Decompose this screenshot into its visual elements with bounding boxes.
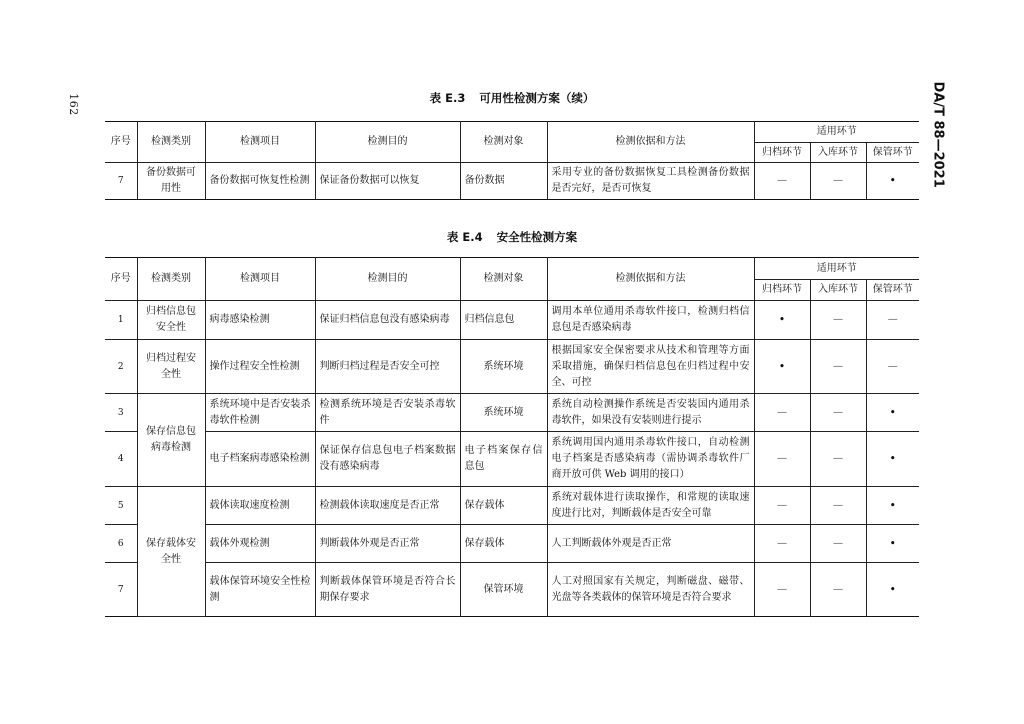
- header-stages: 适用环节: [754, 258, 919, 280]
- cell-item: 操作过程安全性检测: [205, 340, 315, 394]
- header-stage-custody: 保管环节: [866, 143, 919, 163]
- cell-category: 归档过程安全性: [137, 340, 205, 394]
- cell-method: 人工判断载体外观是否正常: [547, 525, 754, 563]
- cell-no: 1: [105, 301, 137, 340]
- cell-purpose: 检测载体读取速度是否正常: [315, 487, 460, 525]
- cell-method: 采用专业的备份数据恢复工具检测备份数据是否完好，是否可恢复: [547, 163, 754, 200]
- cell-purpose: 检测系统环境是否安装杀毒软件: [315, 394, 460, 432]
- table-e3: [105, 121, 919, 200]
- cell-purpose: 保证归档信息包没有感染病毒: [315, 301, 460, 340]
- cell-stage-storage: —: [810, 394, 866, 432]
- cell-stage-custody: •: [866, 563, 919, 617]
- cell-stage-custody: •: [866, 394, 919, 432]
- cell-no: 7: [105, 563, 137, 617]
- cell-object: 系统环境: [460, 340, 547, 394]
- cell-stage-storage: —: [810, 301, 866, 340]
- cell-no: 2: [105, 340, 137, 394]
- header-stage-storage: 入库环节: [810, 280, 866, 301]
- cell-item: 备份数据可恢复性检测: [205, 163, 315, 200]
- cell-stage-archive: —: [754, 394, 810, 432]
- header-no: 序号: [105, 258, 137, 301]
- cell-item: 载体读取速度检测: [205, 487, 315, 525]
- header-stage-archive: 归档环节: [754, 280, 810, 301]
- cell-stage-storage: —: [810, 432, 866, 487]
- header-item: 检测项目: [205, 258, 315, 301]
- header-stage-archive: 归档环节: [754, 143, 810, 163]
- header-purpose: 检测目的: [315, 122, 460, 163]
- table-row: [105, 432, 919, 487]
- cell-stage-custody: •: [866, 163, 919, 200]
- header-method: 检测依据和方法: [547, 122, 754, 163]
- header-stage-storage: 入库环节: [810, 143, 866, 163]
- header-purpose: 检测目的: [315, 258, 460, 301]
- cell-stage-storage: —: [810, 163, 866, 200]
- cell-method: 系统对载体进行读取操作，和常规的读取速度进行比对，判断载体是否安全可靠: [547, 487, 754, 525]
- cell-stage-archive: —: [754, 525, 810, 563]
- cell-method: 系统自动检测操作系统是否安装国内通用杀毒软件，如果没有安装则进行提示: [547, 394, 754, 432]
- cell-no: 6: [105, 525, 137, 563]
- cell-purpose: 保证备份数据可以恢复: [315, 163, 460, 200]
- header-category: 检测类别: [137, 122, 205, 163]
- cell-object: 保管环境: [460, 563, 547, 617]
- cell-stage-custody: —: [866, 301, 919, 340]
- table-e3-label: 表 E.3: [429, 91, 466, 105]
- table-row: [105, 563, 919, 617]
- cell-object: 归档信息包: [460, 301, 547, 340]
- table-row: [105, 487, 919, 525]
- cell-object: 系统环境: [460, 394, 547, 432]
- cell-object: 保存载体: [460, 487, 547, 525]
- table-row: [105, 394, 919, 432]
- table-e4-caption: 安全性检测方案: [496, 230, 578, 244]
- cell-stage-custody: •: [866, 525, 919, 563]
- cell-item: 电子档案病毒感染检测: [205, 432, 315, 487]
- header-item: 检测项目: [205, 122, 315, 163]
- cell-stage-custody: •: [866, 487, 919, 525]
- page-number: 162: [66, 93, 80, 116]
- cell-item: 载体外观检测: [205, 525, 315, 563]
- table-e4: [105, 257, 919, 617]
- header-stages: 适用环节: [754, 122, 919, 143]
- header-category: 检测类别: [137, 258, 205, 301]
- header-method: 检测依据和方法: [547, 258, 754, 301]
- cell-object: 保存载体: [460, 525, 547, 563]
- cell-no: 3: [105, 394, 137, 432]
- table-e4-title: [105, 229, 919, 245]
- cell-stage-archive: •: [754, 301, 810, 340]
- cell-purpose: 判断载体外观是否正常: [315, 525, 460, 563]
- cell-method: 调用本单位通用杀毒软件接口，检测归档信息包是否感染病毒: [547, 301, 754, 340]
- standard-code: DA/T 88—2021: [930, 81, 946, 188]
- cell-stage-archive: •: [754, 340, 810, 394]
- header-object: 检测对象: [460, 258, 547, 301]
- table-row: [105, 340, 919, 394]
- cell-no: 4: [105, 432, 137, 487]
- header-stage-custody: 保管环节: [866, 280, 919, 301]
- cell-purpose: 判断载体保管环境是否符合长期保存要求: [315, 563, 460, 617]
- table-row: [105, 525, 919, 563]
- cell-category: 保存载体安全性: [137, 487, 205, 617]
- table-row: [105, 301, 919, 340]
- table-e3-title: [105, 90, 919, 106]
- cell-item: 载体保管环境安全性检测: [205, 563, 315, 617]
- header-no: 序号: [105, 122, 137, 163]
- table-e3-caption: 可用性检测方案（续）: [479, 91, 595, 105]
- cell-stage-archive: —: [754, 487, 810, 525]
- cell-stage-storage: —: [810, 563, 866, 617]
- cell-method: 人工对照国家有关规定，判断磁盘、磁带、光盘等各类载体的保管环境是否符合要求: [547, 563, 754, 617]
- cell-item: 病毒感染检测: [205, 301, 315, 340]
- cell-item: 系统环境中是否安装杀毒软件检测: [205, 394, 315, 432]
- cell-stage-archive: —: [754, 432, 810, 487]
- table-e4-label: 表 E.4: [446, 230, 483, 244]
- cell-method: 系统调用国内通用杀毒软件接口，自动检测电子档案是否感染病毒（需协调杀毒软件厂商开放可供 Web 调用的接口）: [547, 432, 754, 487]
- cell-stage-storage: —: [810, 525, 866, 563]
- cell-stage-archive: —: [754, 163, 810, 200]
- cell-object: 电子档案保存信息包: [460, 432, 547, 487]
- cell-method: 根据国家安全保密要求从技术和管理等方面采取措施，确保归档信息包在归档过程中安全、可控: [547, 340, 754, 394]
- cell-purpose: 保证保存信息包电子档案数据没有感染病毒: [315, 432, 460, 487]
- cell-stage-custody: —: [866, 340, 919, 394]
- table-row: [105, 163, 919, 200]
- cell-purpose: 判断归档过程是否安全可控: [315, 340, 460, 394]
- cell-stage-archive: —: [754, 563, 810, 617]
- cell-stage-storage: —: [810, 487, 866, 525]
- cell-stage-storage: —: [810, 340, 866, 394]
- cell-category: 保存信息包病毒检测: [137, 394, 205, 487]
- cell-stage-custody: •: [866, 432, 919, 487]
- header-object: 检测对象: [460, 122, 547, 163]
- cell-no: 7: [105, 163, 137, 200]
- cell-category: 归档信息包安全性: [137, 301, 205, 340]
- cell-no: 5: [105, 487, 137, 525]
- cell-category: 备份数据可用性: [137, 163, 205, 200]
- cell-object: 备份数据: [460, 163, 547, 200]
